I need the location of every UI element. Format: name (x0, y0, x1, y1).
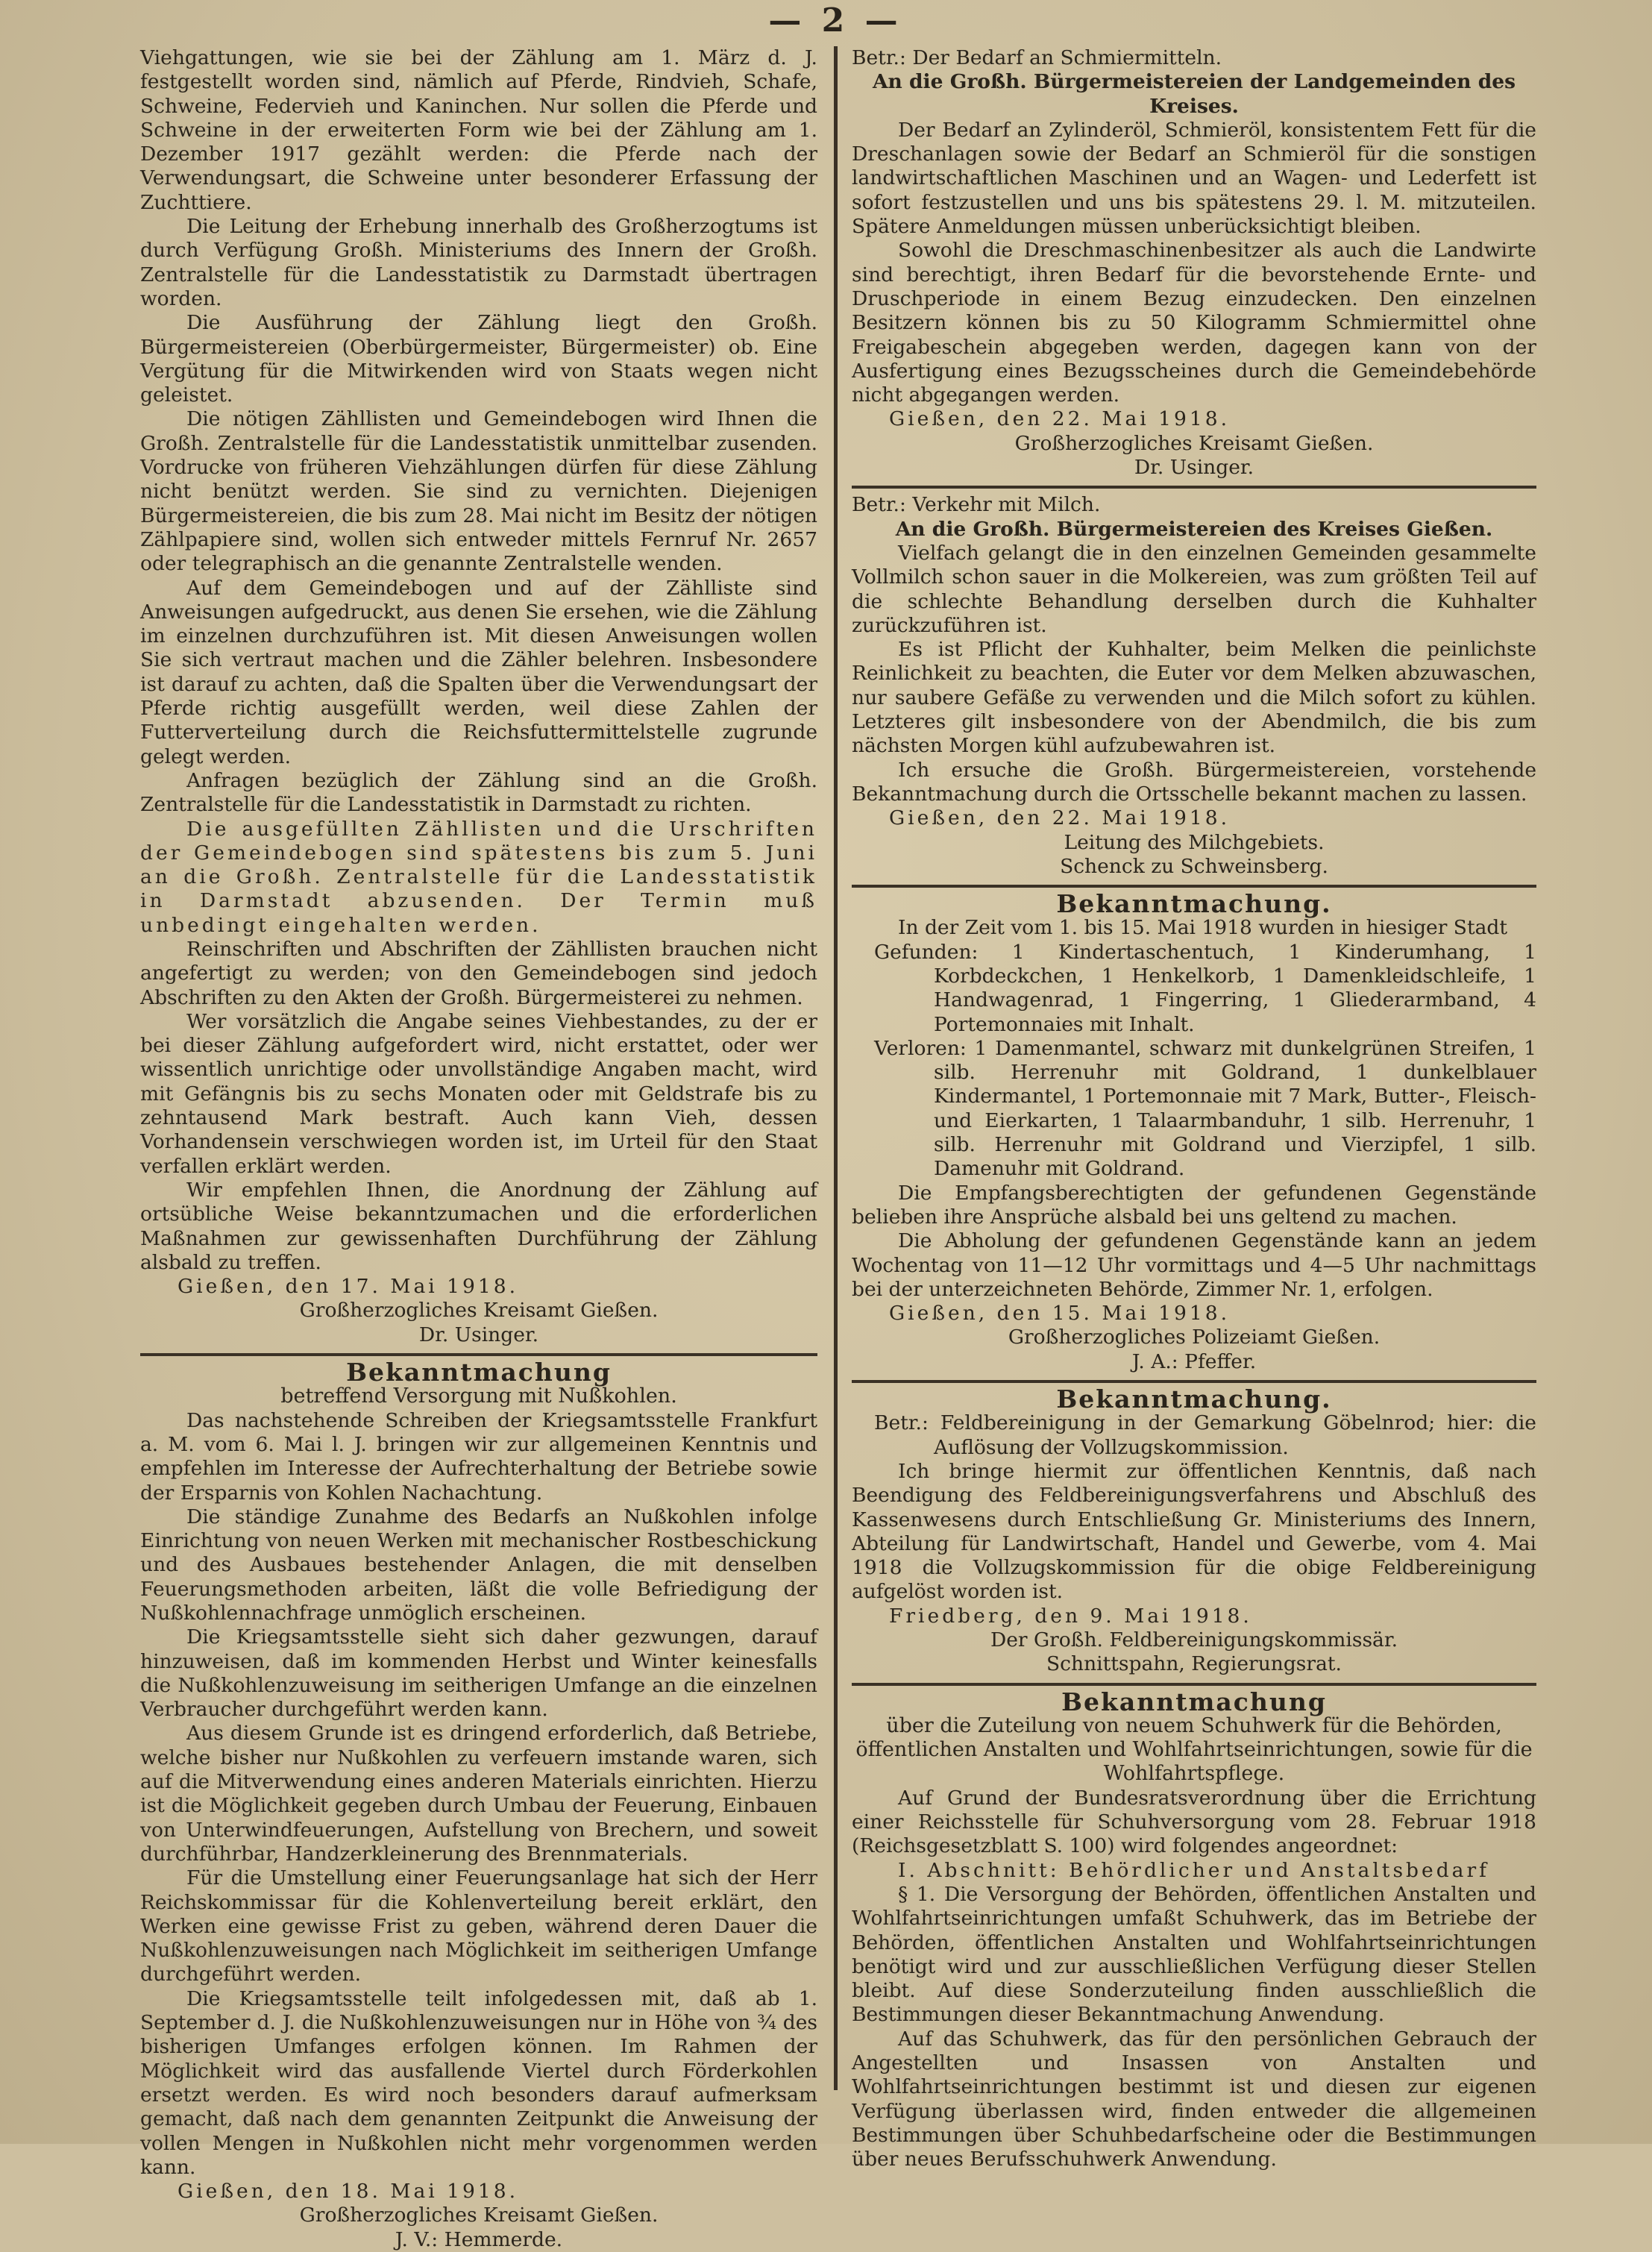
signature-line: Dr. Usinger. (418, 1323, 539, 1346)
notice-heading: Bekanntmachung. (1056, 1384, 1332, 1414)
right-column (852, 46, 1536, 2171)
signature-line: Leitung des Milchgebiets. (1064, 830, 1325, 854)
list-paragraph: Betr.: Feldbereinigung in der Gemarkung Göbelnrod; hier: die Auflösung der Vollzugskommission. (874, 1411, 1536, 1459)
paragraph: Für die Umstellung einer Feuerungsanlage hat sich der Herr Reichskommissar für die Kohlenverteilung bereit erklärt, den Werken eine gewisse Frist zu geben, während deren Dauer die Nußkohlenzuweisungen nach Möglichkeit im seitherigen Umfange durchgeführt werden. (140, 1866, 817, 1986)
dateline: Gießen, den 17. Mai 1918. (178, 1275, 519, 1299)
dateline: Friedberg, den 9. Mai 1918. (889, 1604, 1252, 1628)
paragraph: Reinschriften und Abschriften der Zähllisten brauchen nicht angefertigt zu werden; von den Gemeindebogen sind jedoch Abschriften zu den Akten der Großh. Bürgermeisterei zu nehmen. (140, 937, 817, 1009)
list-paragraph: Verloren: 1 Damenmantel, schwarz mit dunkelgrünen Streifen, 1 silb. Herrenuhr mit Goldrand, 1 dunkelblauer Kindermantel, 1 Portemonnaie mit 7 Mark, Butter-, Fleisch- und Eierkarten, 1 Talaarmbanduhr, 1 silb. Herrenuhr, 1 silb. Herrenuhr mit Goldrand und Vierzipfel, 1 silb. Damenuhr mit Goldrand. (874, 1036, 1536, 1181)
paragraph: Es ist Pflicht der Kuhhalter, beim Melken die peinlichste Reinlichkeit zu beachten, die Euter vor dem Melken abzuwaschen, nur saubere Gefäße zu verwenden und die Milch sofort zu kühlen. Letzteres gilt insbesondere von der Abendmilch, die bis zum nächsten Morgen kühl aufzubewahren ist. (852, 638, 1536, 758)
paragraph: Wer vorsätzlich die Angabe seines Viehbestandes, zu der er bei dieser Zählung aufgefordert wird, nicht erstattet, oder wer wissentlich unrichtige oder unvollständige Angaben macht, wird mit Gefängnis bis zu sechs Monaten oder mit Geldstrafe bis zu zehntausend Mark bestraft. Auch kann Vieh, dessen Vorhandensein verschwiegen worden ist, im Urteil für den Staat verfallen erklärt werden. (140, 1009, 817, 1178)
section-divider (140, 1353, 817, 1356)
paragraph: Das nachstehende Schreiben der Kriegsamtsstelle Frankfurt a. M. vom 6. Mai l. J. bringen wir zur allgemeinen Kenntnis und empfehlen im Interesse der Aufrechterhaltung der Betriebe sowie der Ersparnis von Kohlen Nachachtung. (140, 1408, 817, 1505)
paragraph: Der Bedarf an Zylinderöl, Schmieröl, konsistentem Fett für die Dreschanlagen sowie der Bedarf an Schmieröl für die sonstigen landwirtschaftlichen Maschinen und an Wagen- und Lederfett ist sofort festzustellen und uns bis spätestens 29. l. M. mitzuteilen. Spätere Anmeldungen müssen unberücksichtigt bleiben. (852, 118, 1536, 239)
signature-line: Der Großh. Feldbereinigungskommissär. (990, 1628, 1398, 1652)
signature-line: J. A.: Pfeffer. (1131, 1349, 1257, 1373)
notice-heading: Bekanntmachung (346, 1358, 612, 1387)
paragraph: Die nötigen Zähllisten und Gemeindebogen wird Ihnen die Großh. Zentralstelle für die Landesstatistik unmittelbar zusenden. Vordrucke von früheren Viehzählungen dürfen für diese Zählung nicht benützt werden. Sie sind zu vernichten. Diejenigen Bürgermeistereien, die bis zum 28. Mai nicht im Besitz der nötigen Zählpapiere sind, wollen sich entweder mittels Fernruf Nr. 2657 oder telegraphisch an die genannte Zentralstelle wenden. (140, 407, 817, 576)
paragraph: Viehgattungen, wie sie bei der Zählung am 1. März d. J. festgestellt worden sind, nämlich auf Pferde, Rindvieh, Schafe, Schweine, Federvieh und Kaninchen. Nur sollen die Pferde und Schweine in der erweiterten Form wie bei der Zählung am 1. Dezember 1917 gezählt werden: die Pferde nach der Verwendungsart, die Schweine unter besonderer Erfassung der Zuchttiere. (140, 46, 817, 214)
signature-line: Großherzogliches Kreisamt Gießen. (299, 1299, 659, 1323)
paragraph: I. Abschnitt: Behördlicher und Anstaltsbedarf (898, 1858, 1489, 1882)
signature-line: Großherzogliches Kreisamt Gießen. (299, 2204, 659, 2227)
paragraph: Die Kriegsamtsstelle teilt infolgedessen mit, daß ab 1. September d. J. die Nußkohlenzuweisungen nur in Höhe von ¾ des bisherigen Umfanges erfolgen können. Im Rahmen der Möglichkeit wird das ausfallende Viertel durch Förderkohlen ersetzt werden. Es wird noch besonders darauf aufmerksam gemacht, daß nach dem genannten Zeitpunkt die Anweisung der vollen Mengen in Nußkohlen nicht mehr vorgenommen werden kann. (140, 1986, 817, 2179)
paragraph: Die Kriegsamtsstelle sieht sich daher gezwungen, darauf hinzuweisen, daß im kommenden Herbst und Winter keinesfalls die Nußkohlenzuweisung im seitherigen Umfange an die einzelnen Verbraucher durchgeführt werden kann. (140, 1625, 817, 1722)
paragraph: Die Abholung der gefundenen Gegenstände kann an jedem Wochentag von 11—12 Uhr vormittags und 4—5 Uhr nachmittags bei der unterzeichneten Behörde, Zimmer Nr. 1, erfolgen. (852, 1229, 1536, 1301)
paragraph: Ich ersuche die Großh. Bürgermeistereien, vorstehende Bekanntmachung durch die Ortsschelle bekannt machen zu lassen. (852, 758, 1536, 806)
paragraph: § 1. Die Versorgung der Behörden, öffentlichen Anstalten und Wohlfahrtseinrichtungen umfaßt Schuhwerk, das im Betriebe der Behörden, öffentlichen Anstalten und Wohlfahrtseinrichtungen benötigt wird und zur ausschließlichen Verfügung dieser Stellen bleibt. Auf diese Sonderzuteilung finden ausschließlich die Bestimmungen dieser Bekanntmachung Anwendung. (852, 1882, 1536, 2027)
signature-line: Dr. Usinger. (1134, 456, 1254, 480)
paragraph: Die ausgefüllten Zähllisten und die Urschriften der Gemeindebogen sind spätestens bis zum 5. Juni an die Großh. Zentralstelle für die Landesstatistik in Darmstadt abzusenden. Der Termin muß unbedingt eingehalten werden. (140, 817, 817, 937)
page-number: — 2 — (768, 1, 902, 40)
signature-line: Schnittspahn, Regierungsrat. (1046, 1652, 1342, 1676)
section-divider (852, 486, 1536, 489)
section-divider (852, 1380, 1536, 1383)
paragraph: Die Leitung der Erhebung innerhalb des Großherzogtums ist durch Verfügung Großh. Ministeriums des Innern der Großh. Zentralstelle für die Landesstatistik zu Darmstadt übertragen worden. (140, 215, 817, 310)
paragraph: Die Empfangsberechtigten der gefundenen Gegenstände belieben ihre Ansprüche alsbald bei uns geltend zu machen. (852, 1181, 1536, 1229)
paragraph: Anfragen bezüglich der Zählung sind an die Großh. Zentralstelle für die Landesstatistik in Darmstadt zu richten. (140, 768, 817, 817)
section-divider (852, 1683, 1536, 1686)
paragraph: Auf Grund der Bundesratsverordnung über die Errichtung einer Reichsstelle für Schuhversorgung vom 28. Februar 1918 (Reichsgesetzblatt S. 100) wird folgendes angeordnet: (852, 1786, 1536, 1858)
column-divider (834, 46, 838, 2090)
notice-heading: Bekanntmachung (1061, 1687, 1327, 1716)
signature-line: Großherzogliches Polizeiamt Gießen. (1008, 1326, 1381, 1349)
dateline: Gießen, den 15. Mai 1918. (889, 1302, 1231, 1326)
paragraph: Sowohl die Dreschmaschinenbesitzer als auch die Landwirte sind berechtigt, ihren Bedarf für die bevorstehende Ernte- und Druschperiode in einem Bezug einzudecken. Den einzelnen Besitzern können bis zu 50 Kilogramm Schmiermittel ohne Freigabeschein abgegeben werden, dagegen kann von der Ausfertigung eines Bezugsscheines durch die Gemeindebehörde nicht abgegangen werden. (852, 239, 1536, 407)
paragraph: Wir empfehlen Ihnen, die Anordnung der Zählung auf ortsübliche Weise bekanntzumachen und die erforderlichen Maßnahmen zur gewissenhaften Durchführung der Zählung alsbald zu treffen. (140, 1178, 817, 1274)
section-divider (852, 885, 1536, 888)
list-paragraph: Gefunden: 1 Kindertaschentuch, 1 Kinderumhang, 1 Korbdeckchen, 1 Henkelkorb, 1 Damenkleidschleife, 1 Handwagenrad, 1 Fingerring, 1 Gliederarmband, 4 Portemonnaies mit Inhalt. (874, 940, 1536, 1036)
addressee-heading: An die Großh. Bürgermeistereien der Landgemeinden des Kreises. (872, 70, 1516, 118)
dateline: Gießen, den 22. Mai 1918. (889, 806, 1231, 830)
dateline: Gießen, den 18. Mai 1918. (178, 2180, 519, 2204)
paragraph: Betr.: Der Bedarf an Schmiermitteln. (852, 46, 1222, 69)
paragraph: In der Zeit vom 1. bis 15. Mai 1918 wurden in hiesiger Stadt (898, 916, 1508, 940)
paragraph: Auf dem Gemeindebogen und auf der Zählliste sind Anweisungen aufgedruckt, aus denen Sie ersehen, wie die Zählung im einzelnen durchzuführen ist. Mit diesen Anweisungen wollen Sie sich vertraut machen und die Zähler belehren. Insbesondere ist darauf zu achten, daß die Spalten über die Verwendungsart der Pferde richtig ausgefüllt werden, weil diese Zahlen der Futterverteilung durch die Reichsfuttermittelstelle zugrunde gelegt werden. (140, 576, 817, 768)
dateline: Gießen, den 22. Mai 1918. (889, 407, 1231, 431)
addressee-heading: An die Großh. Bürgermeistereien des Kreises Gießen. (895, 517, 1493, 541)
signature-line: J. V.: Hemmerde. (395, 2227, 563, 2251)
signature-line: Schenck zu Schweinsberg. (1060, 854, 1328, 878)
notice-heading: Bekanntmachung. (1056, 889, 1332, 919)
paragraph: Ich bringe hiermit zur öffentlichen Kenntnis, daß nach Beendigung des Feldbereinigungsverfahrens und Abschluß des Kassenwesens durch Entschließung Gr. Ministeriums des Innern, Abteilung für Landwirtschaft, Handel und Gewerbe, vom 4. Mai 1918 die Vollzugskommission für die obige Feldbereinigung aufgelöst worden ist. (852, 1459, 1536, 1604)
paragraph: Auf das Schuhwerk, das für den persönlichen Gebrauch der Angestellten und Insassen von Anstalten und Wohlfahrtseinrichtungen bestimmt ist und diesen zur eigenen Verfügung überlassen wird, finden entweder die allgemeinen Bestimmungen über Schuhbedarfscheine oder die Bestimmungen über neues Berufsschuhwerk Anwendung. (852, 2027, 1536, 2171)
paragraph: Die Ausführung der Zählung liegt den Großh. Bürgermeistereien (Oberbürgermeister, Bürgermeister) ob. Eine Vergütung für die Mitwirkenden wird von Staats wegen nicht geleistet. (140, 311, 817, 407)
left-column (140, 46, 817, 2251)
paragraph: Betr.: Verkehr mit Milch. (852, 493, 1101, 517)
signature-line: Großherzogliches Kreisamt Gießen. (1014, 431, 1374, 455)
paragraph: Die ständige Zunahme des Bedarfs an Nußkohlen infolge Einrichtung von neuen Werken mit mechanischer Rostbeschickung und des Ausbaues bestehender Anlagen, die mit denselben Feuerungsmethoden arbeiten, läßt die volle Befriedigung der Nußkohlennachfrage unmöglich erscheinen. (140, 1505, 817, 1625)
notice-subheading: über die Zuteilung von neuem Schuhwerk für die Behörden, öffentlichen Anstalten und Wohlfahrtseinrichtungen, sowie für die Wohlfahrtspflege. (855, 1713, 1533, 1786)
paragraph: Aus diesem Grunde ist es dringend erforderlich, daß Betriebe, welche bisher nur Nußkohlen zu verfeuern imstande waren, sich auf die Mitverwendung eines anderen Materials einrichten. Hierzu ist die Möglichkeit gegeben durch Umbau der Feuerung, Einbauen von Unterwindfeuerungen, Aufstellung von Brechern, und soweit durchführbar, Handzerkleinerung des Brennmaterials. (140, 1722, 817, 1866)
notice-subheading: betreffend Versorgung mit Nußkohlen. (280, 1384, 677, 1408)
paragraph: Vielfach gelangt die in den einzelnen Gemeinden gesammelte Vollmilch schon sauer in die Molkereien, was zum größten Teil auf die schlechte Behandlung derselben durch die Kuhhalter zurückzuführen ist. (852, 541, 1536, 637)
